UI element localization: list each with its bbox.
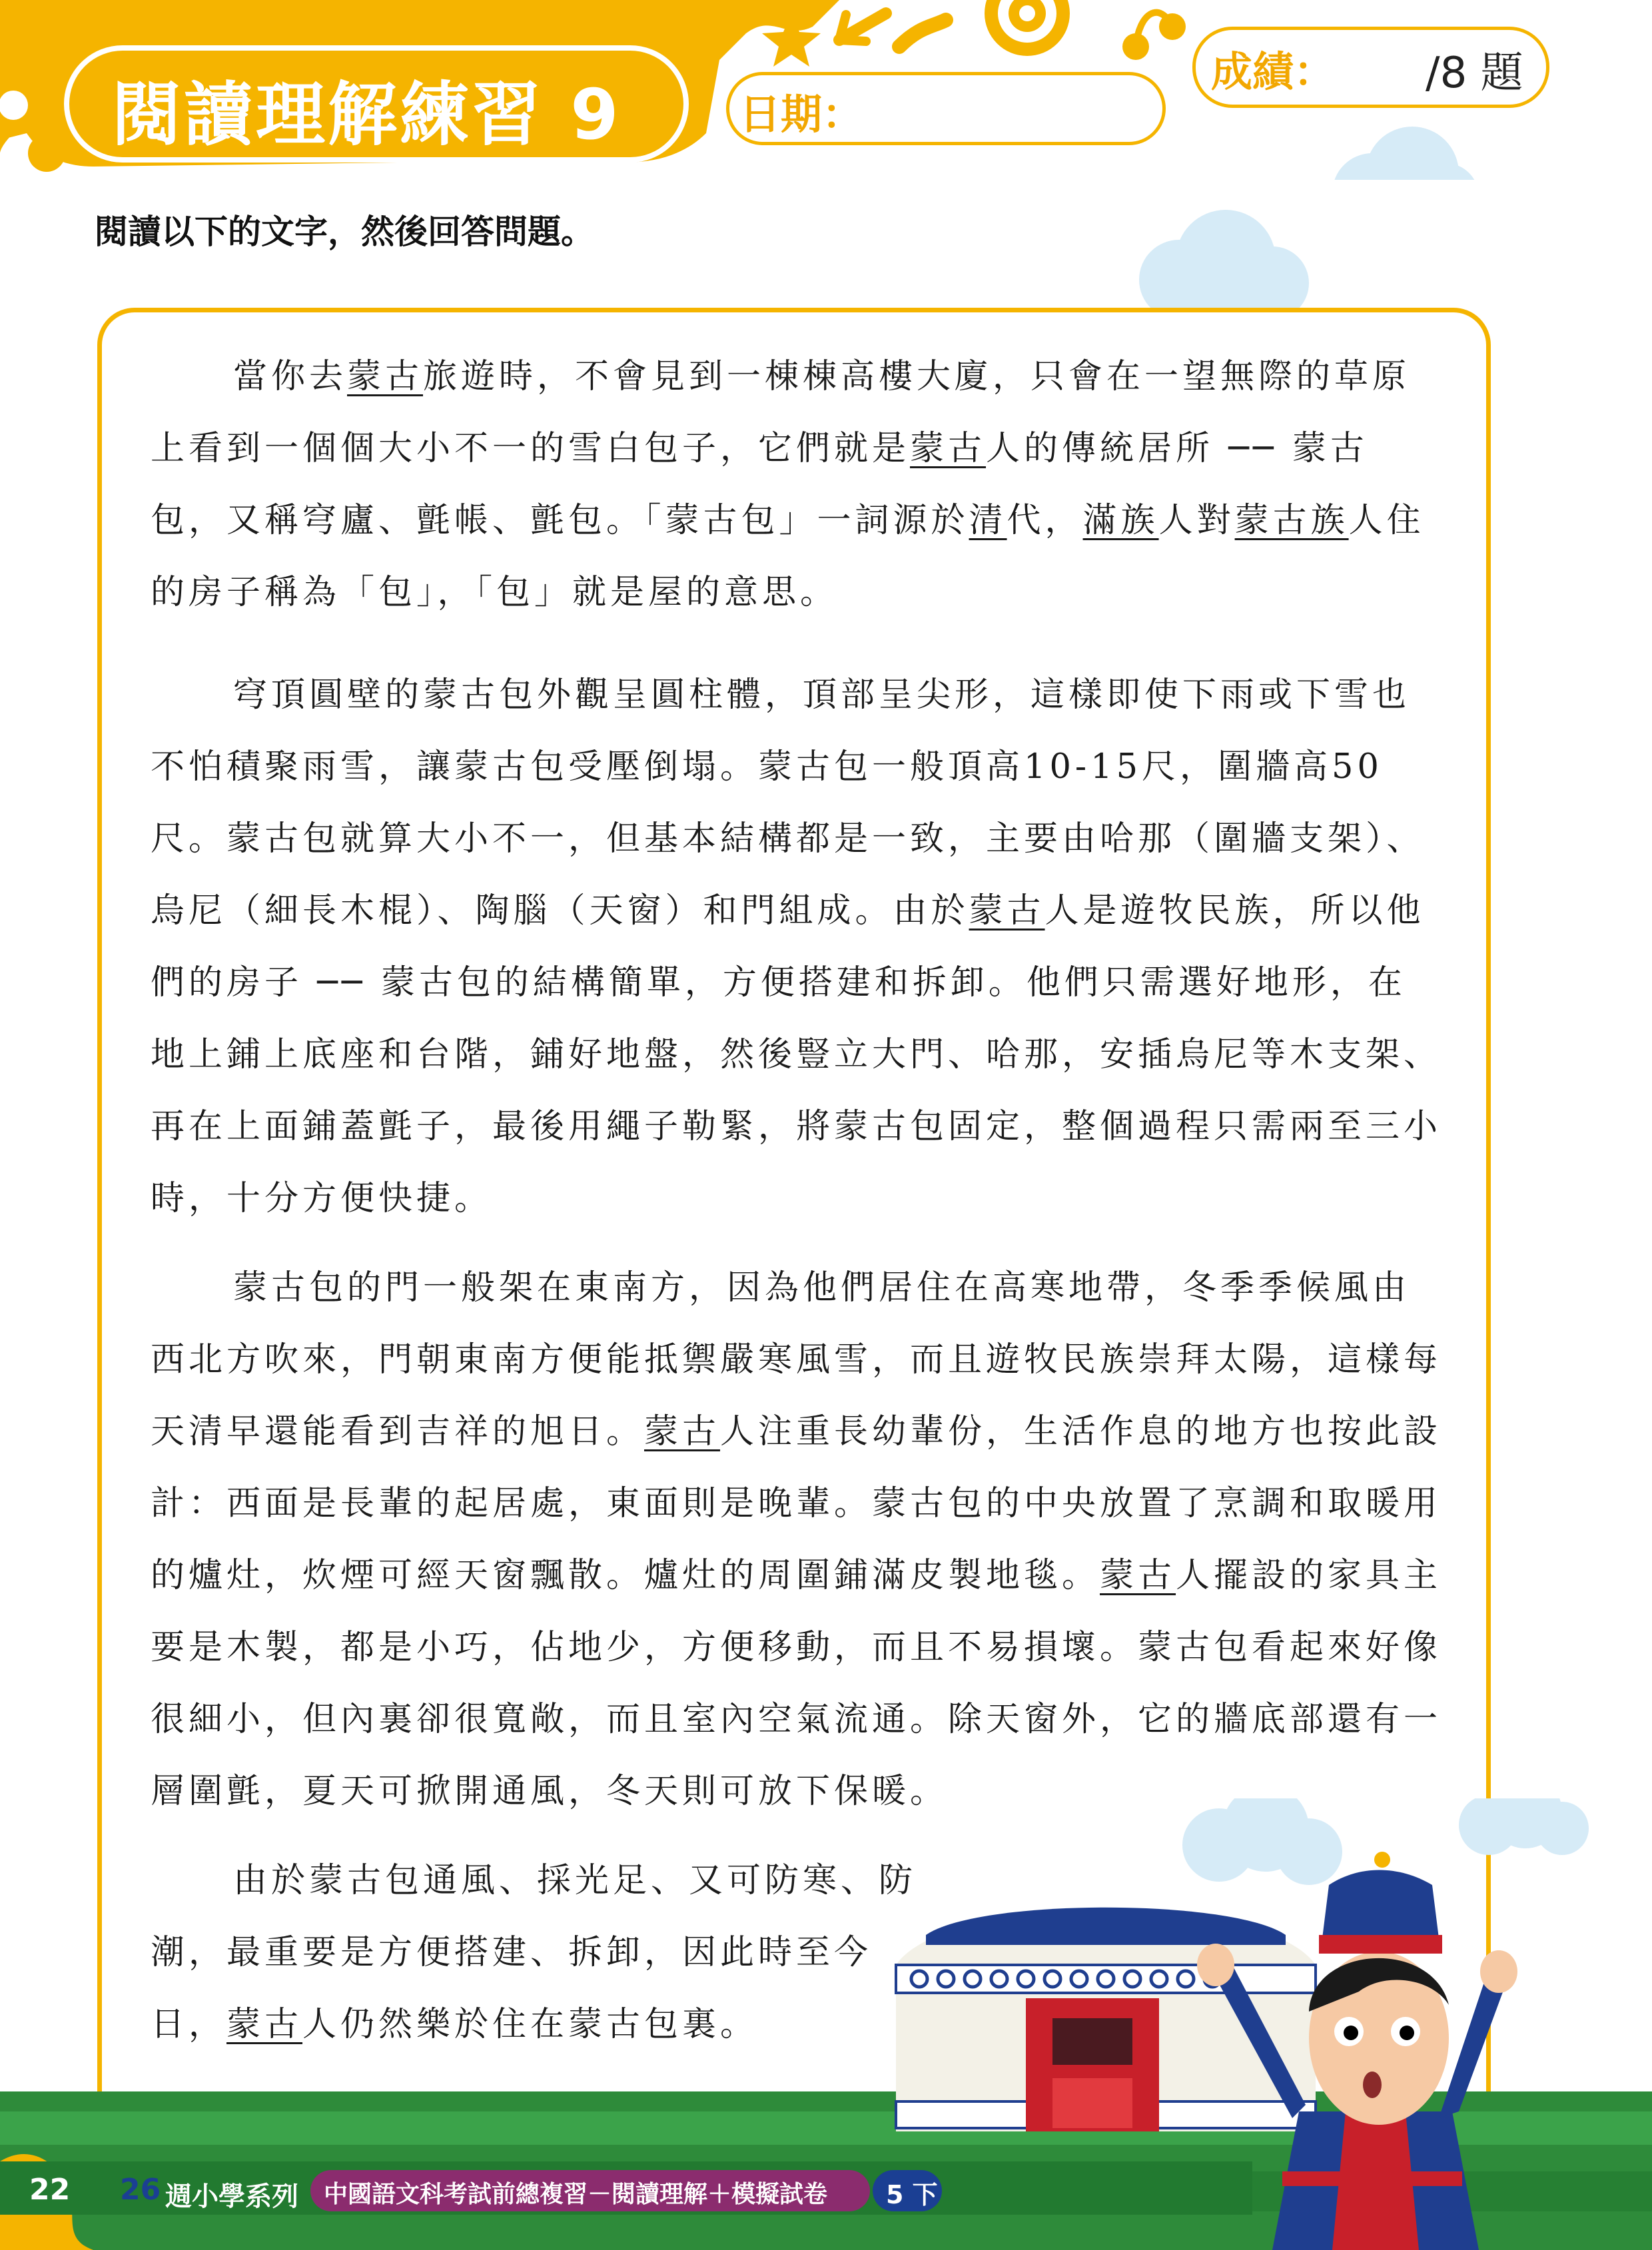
cherries-icon <box>1122 13 1186 60</box>
series-name: 週小學系列 <box>165 2181 298 2212</box>
passage-paragraph-4: 由於蒙古包通風、採光足、又可防寒、防潮，最重要是方便搭建、拆卸，因此時至今日，蒙古人仍然樂於住在蒙古包裏。 <box>151 1861 917 2044</box>
grade-label: 5 下 <box>886 2180 938 2209</box>
score-label: 成績： <box>1211 47 1336 96</box>
cloud-icon <box>1332 127 1479 180</box>
series-logo: 26 <box>120 2173 161 2207</box>
page-number: 22 <box>29 2173 71 2207</box>
instruction-text: 閱讀以下的文字，然後回答問題。 <box>95 212 594 251</box>
yurt-door <box>1026 1998 1159 2131</box>
worksheet-title: 閱讀理解練習 9 <box>112 74 621 155</box>
date-label: 日期： <box>739 90 864 139</box>
passage-paragraph-2: 穹頂圓壁的蒙古包外觀呈圓柱體，頂部呈尖形，這樣即使下雨或下雪也不怕積聚雨雪，讓蒙古包受壓倒塌。蒙古包一般頂高10-15尺，圍牆高50尺。蒙古包就算大小不一，但基本結構都是一致，主要由哈那（圍牆支架）、烏尼（細長木棍）、陶腦（天窗）和門組成。由於蒙古人是遊牧民族，所以他們的房子 ── 蒙古包的結構簡單，方便搭建和拆卸。他們只需選好地形，在地上鋪上底座和台階，鋪好地盤，然後豎立大門、哈那，安插烏尼等木支架、再在上面鋪蓋氈子，最後用繩子勒緊，將蒙古包固定，整個過程只需兩至三小時，十分方便快捷。 <box>151 675 1442 1218</box>
score-total: /8 題 <box>1426 49 1523 98</box>
passage-paragraph-3: 蒙古包的門一般架在東南方，因為他們居住在高寒地帶，冬季季候風由西北方吹來，門朝東南方便能抵禦嚴寒風雪，而且遊牧民族崇拜太陽，這樣每天清早還能看到吉祥的旭日。蒙古人注重長幼輩份，生活作息的地方也按此設計：西面是長輩的起居處，東面則是晚輩。蒙古包的中央放置了烹調和取暖用的爐灶，炊煙可經天窗飄散。爐灶的周圍鋪滿皮製地毯。蒙古人擺設的家具主要是木製，都是小巧，佔地少，方便移動，而且不易損壞。蒙古包看起來好像很細小，但內裏卻很寬敞，而且室內空氣流通。除天窗外，它的牆底部還有一層圍氈，夏天可掀開通風，冬天則可放下保暖。 <box>151 1268 1442 1811</box>
spiral-icon <box>985 0 1070 56</box>
book-title: 中國語文科考試前總複習－閱讀理解＋模擬試卷 <box>324 2181 828 2208</box>
passage-paragraph-1: 當你去蒙古旅遊時，不會見到一棟棟高樓大廈，只會在一望無際的草原上看到一個個大小不一的雪白包子，它們就是蒙古人的傳統居所 ── 蒙古包，又稱穹廬、氈帳、氈包。「蒙古包」一詞源於清代，滿族人對蒙古族人住的房子稱為「包」，「包」就是屋的意思。 <box>151 357 1425 612</box>
